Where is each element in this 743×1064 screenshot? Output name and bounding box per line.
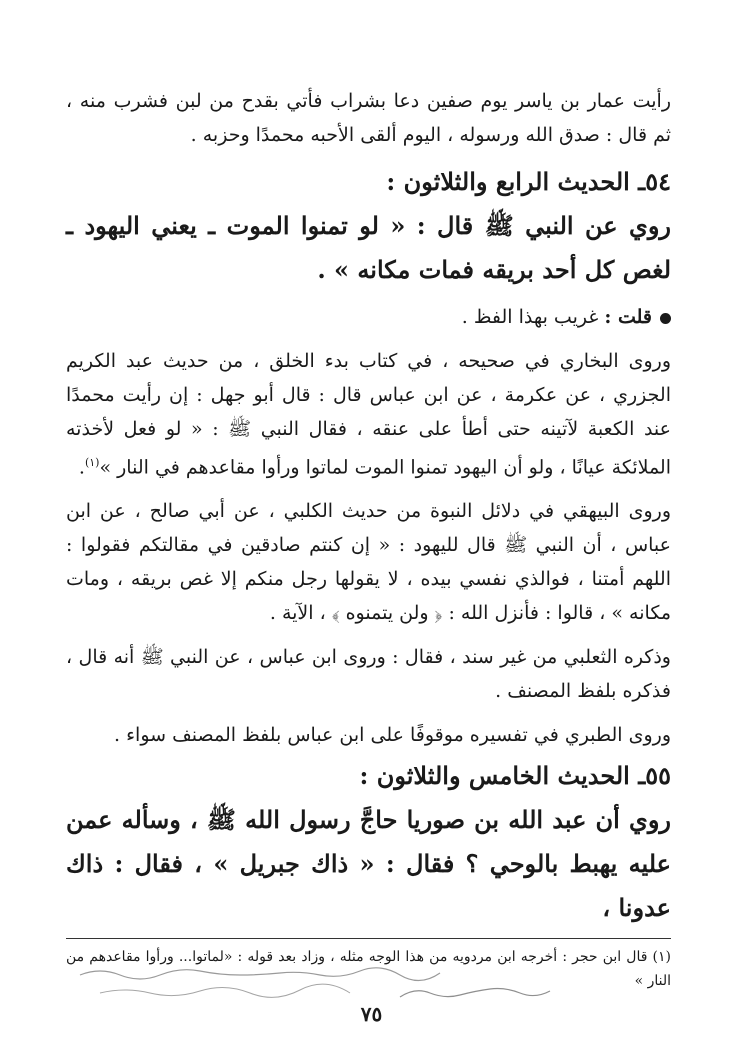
paragraph-tabari: وروى الطبري في تفسيره موقوفًا على ابن عباس بلفظ المصنف سواء . (114, 724, 671, 747)
note-paragraph (66, 300, 671, 334)
footnote-reference: (١) (84, 456, 100, 469)
hadith-54-text: روي عن النبي ﷺ قال : « لو تمنوا الموت ـ يعني اليهود ـ لغص كل أحد بريقه فمات مكانه » . (66, 211, 672, 284)
paragraph-thalabi: وذكره الثعلبي من غير سند ، فقال : وروى ابن عباس ، عن النبي ﷺ أنه قال ، فذكره بلفظ المصنف . (66, 646, 671, 703)
paragraph-bayhaqi: وروى البيهقي في دلائل النبوة من حديث الكلبي ، عن أبي صالح ، عن ابن عباس ، أن النبي ﷺ قال لليهود : « إن كنتم صادقين في مقالتكم فقولوا : اللهم أمتنا ، فوالذي نفسي بيده ، لا يقولها رجل منكم إلا غص بريقه ، ومات مكانه » ، قالوا : فأنزل الله : ﴿ ولن يتمنوه ﴾ ، الآية . (66, 500, 671, 625)
bukhari-end: . (78, 456, 85, 479)
paragraph-bukhari (66, 344, 671, 484)
note-label: قلت : (604, 306, 652, 328)
note-text: غريب بهذا الفظ . (461, 306, 605, 328)
footnote-divider (66, 938, 671, 939)
page-body (66, 84, 671, 993)
bukhari-text: وروى البخاري في صحيحه ، في كتاب بدء الخلق ، من حديث عبد الكريم الجزري ، عن عكرمة ، عن ابن عباس قال : قال أبو جهل : إن رأيت محمدًا عند الكعبة لآتينه حتى أطأ على عنقه ، فقال النبي ﷺ : « لو فعل لأخذته الملائكة عيانًا ، ولو أن اليهود تمنوا الموت لماتوا ورأوا مقاعدهم في النار » (66, 350, 671, 479)
bullet-icon (660, 313, 671, 324)
hadith-55-heading: ٥٥ـ الحديث الخامس والثلاثون : (359, 761, 671, 791)
hadith-54-heading: ٥٤ـ الحديث الرابع والثلاثون : (386, 167, 671, 196)
paragraph-ammar: رأيت عمار بن ياسر يوم صفين دعا بشراب فأتي بقدح من لبن فشرب منه ، ثم قال : صدق الله ورسوله ، اليوم ألقى الأحبه محمدًا وحزبه . (66, 90, 671, 146)
hadith-55-text: روي أن عبد الله بن صوريا حاجَّ رسول الله ﷺ ، وسأله عمن عليه يهبط بالوحي ؟ فقال : « ذاك جبريل » ، فقال : ذاك عدونا ، (66, 805, 671, 923)
page-number: ٧٥ (360, 1002, 383, 1026)
footnote: (١) قال ابن حجر : أخرجه ابن مردويه من هذا الوجه مثله ، وزاد بعد قوله : «لماتوا... ورأوا مقاعدهم من النار » (66, 949, 671, 990)
